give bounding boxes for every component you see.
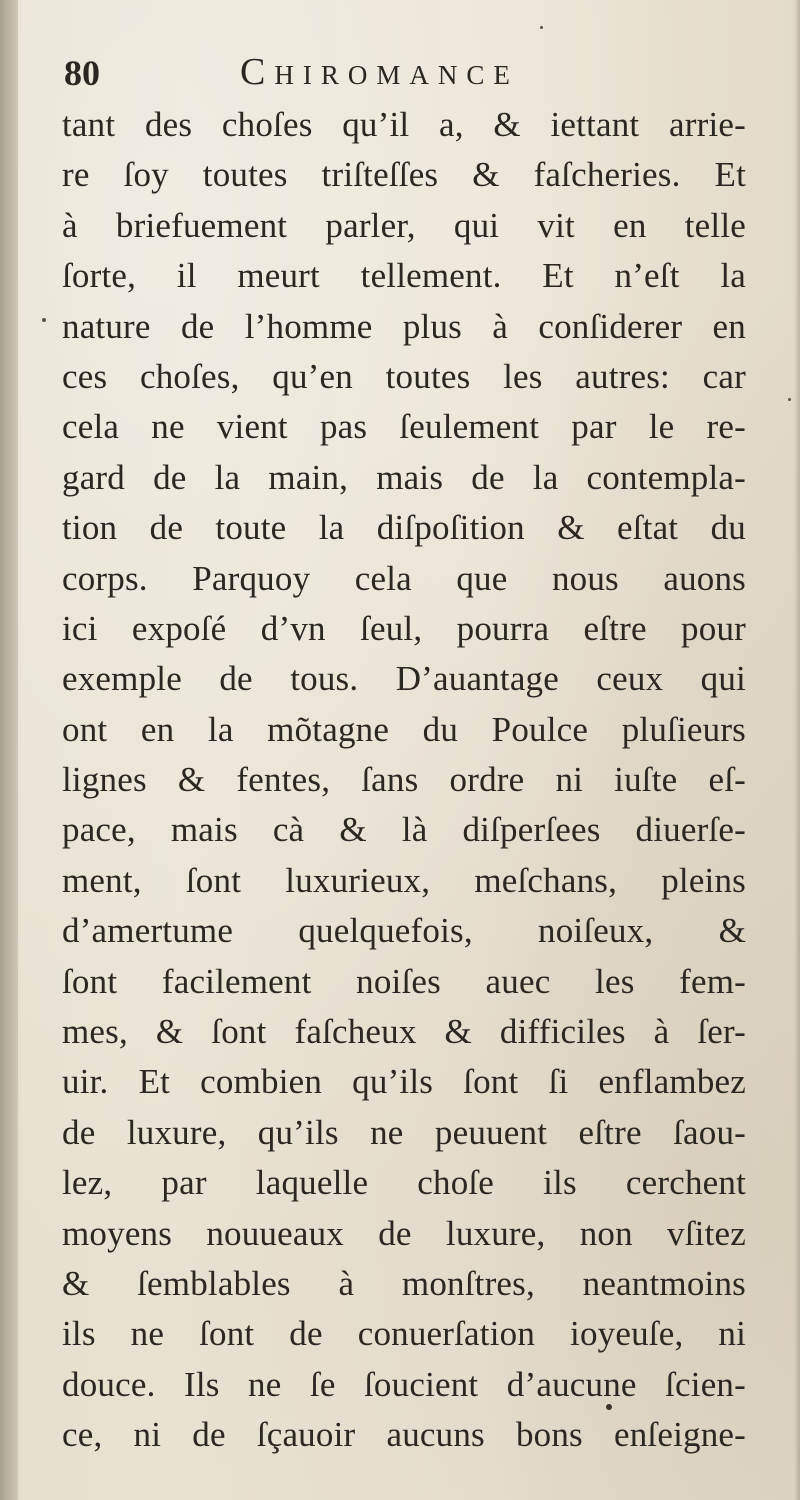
text-line: & ſemblables à monſtres, neantmoins (62, 1263, 746, 1303)
body-text (62, 100, 746, 1461)
text-line: ont en la mõtagne du Poulce pluſieurs (62, 709, 746, 749)
text-line: re ſoy toutes triſteſſes & faſcheries. Et (62, 155, 746, 195)
text-line: ment, ſont luxurieux, meſchans, pleins (62, 860, 746, 900)
text-line: lignes & fentes, ſans ordre ni iuſte eſ- (62, 760, 746, 800)
running-head: Chiromance (240, 51, 519, 93)
text-line: d’amertume quelquefois, noiſeux, & (62, 911, 746, 951)
text-line: cela ne vient pas ſeulement par le re- (62, 407, 746, 447)
text-line: à briefuement parler, qui vit en telle (62, 205, 746, 245)
page-gutter-shadow (0, 0, 18, 1500)
ink-speck (42, 318, 46, 322)
page-number: 80 (64, 53, 100, 93)
text-line: ce, ni de ſçauoir aucuns bons enſeigne- (62, 1415, 746, 1455)
text-line: mes, & ſont faſcheux & difficiles à ſer- (62, 1012, 746, 1052)
text-line: ils ne ſont de conuerſation ioyeuſe, ni (62, 1314, 746, 1354)
text-line: tion de toute la diſpoſition & eſtat du (62, 508, 746, 548)
text-line: douce. Ils ne ſe ſoucient d’aucune ſcien- (62, 1364, 746, 1404)
text-line: de luxure, qu’ils ne peuuent eſtre ſaou- (62, 1112, 746, 1152)
page-header (64, 48, 744, 100)
text-line: ici expoſé d’vn ſeul, pourra eſtre pour (62, 608, 746, 648)
text-line: exemple de tous. D’auantage ceux qui (62, 659, 746, 699)
text-line: corps. Parquoy cela que nous auons (62, 558, 746, 598)
ink-speck (540, 26, 543, 29)
ink-speck (788, 398, 791, 401)
text-line: gard de la main, mais de la contempla- (62, 457, 746, 497)
text-line: lez, par laquelle choſe ils cerchent (62, 1163, 746, 1203)
text-line: tant des choſes qu’il a, & iettant arrie- (62, 105, 746, 144)
text-line: ſorte, il meurt tellement. Et n’eſt la (62, 256, 746, 296)
text-line: uir. Et combien qu’ils ſont ſi enflambez (62, 1062, 746, 1102)
text-line: moyens nouueaux de luxure, non vſitez (62, 1213, 746, 1253)
text-line: nature de l’homme plus à conſiderer en (62, 306, 746, 346)
text-line: ces choſes, qu’en toutes les autres: car (62, 356, 746, 396)
text-line: ſont facilement noiſes auec les fem- (62, 961, 746, 1001)
text-line: pace, mais cà & là diſperſees diuerſe- (62, 810, 746, 850)
ink-dot (606, 1404, 612, 1410)
page-edge-shadow (794, 0, 800, 1500)
